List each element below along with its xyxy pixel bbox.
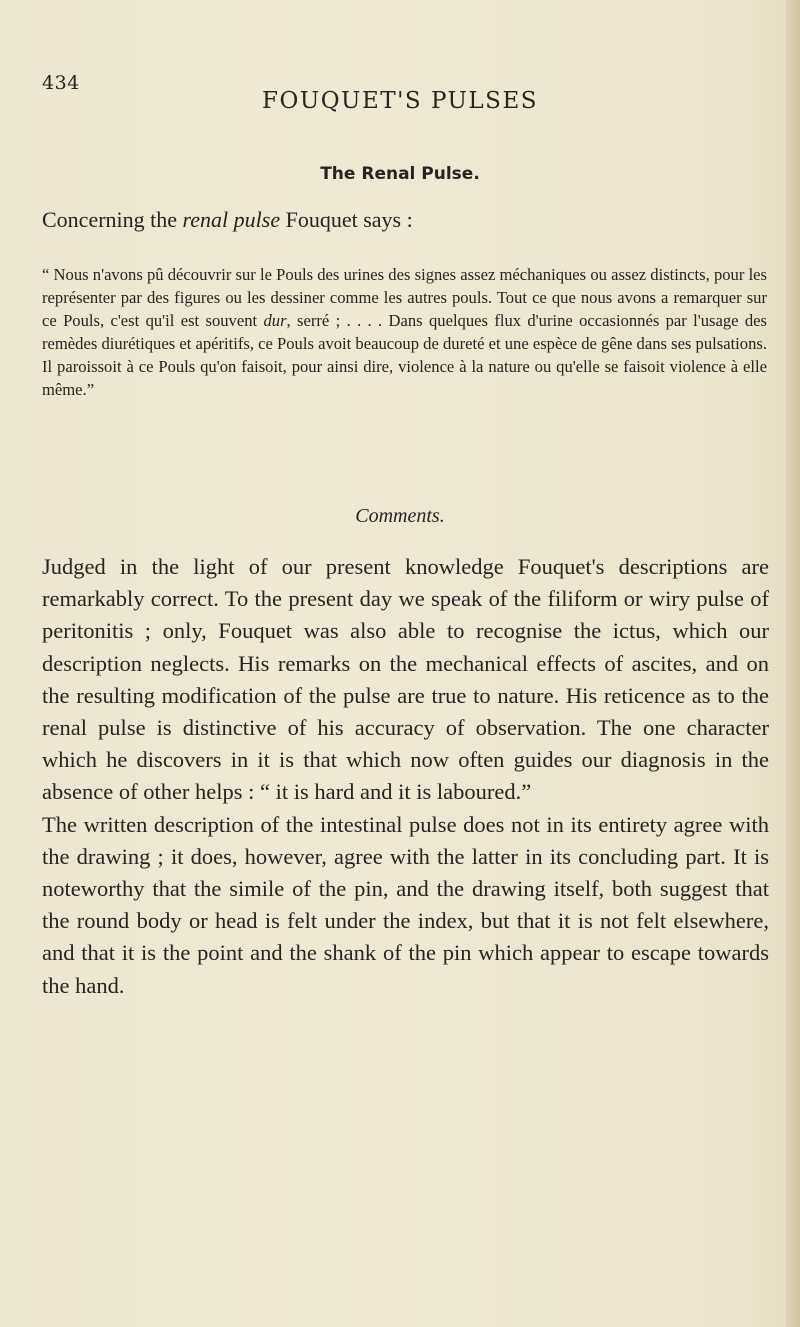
- comments-paragraph-2: The written description of the intestinal pulse does not in its entirety agree with the drawing ; it does, however, agree with the latter in its concluding part. It is noteworthy that the simile of the pin, and the drawing itself, both suggest that the round body or head is felt under the index, but that it is not felt elsewhere, and that it is the point and the shank of the pin which appear to escape towards the hand.: [42, 811, 769, 998]
- comments-heading: Comments.: [355, 505, 445, 527]
- section-title: The Renal Pulse.: [320, 164, 480, 184]
- quote-part-2: , serré ; . . . . Dans quelques flux d'urine occasionnés par l'usage des remèdes diurétiques et apéritifs, ce Pouls avoit beaucoup de dureté et une espèce de gêne dans ses pulsations. Il paroissoit à ce Pouls qu'on faisoit, pour ainsi dire, violence à la nature ou qu'elle se faisoit violence à elle même.”: [42, 310, 768, 399]
- comments-paragraph-1: Judged in the light of our present knowledge Fouquet's descriptions are remarkably correct. To the present day we speak of the filiform or wiry pulse of peritonitis ; only, Fouquet was also able to recognise the ictus, which our description neglects. His remarks on the mechanical effects of ascites, and on the resulting modification of the pulse are true to nature. His reticence as to the renal pulse is distinctive of his accuracy of observation. The one character which he discovers in it is that which now often guides our diagnosis in the absence of other helps : “ it is hard and it is laboured.”: [42, 554, 769, 805]
- quote-emphasis: dur: [263, 310, 287, 330]
- comments-body: [42, 551, 769, 1002]
- page-edge: [786, 0, 800, 1327]
- quote-part-1: “ Nous n'avons pû découvrir sur le Pouls des urines des signes assez méchaniques ou assez distincts, pour les représenter par des figures ou les dessiner comme les autres pouls. Tout ce que nous avons a remarquer sur ce Pouls, c'est qu'il est souvent: [42, 265, 767, 330]
- intro-after: Fouquet says :: [280, 207, 413, 232]
- running-head: FOUQUET'S PULSES: [262, 88, 538, 114]
- intro-emphasis: renal pulse: [182, 207, 281, 232]
- intro-line: [42, 207, 762, 233]
- intro-before: Concerning the: [42, 207, 183, 232]
- french-quotation: [42, 264, 767, 401]
- page-number: 434: [42, 72, 80, 94]
